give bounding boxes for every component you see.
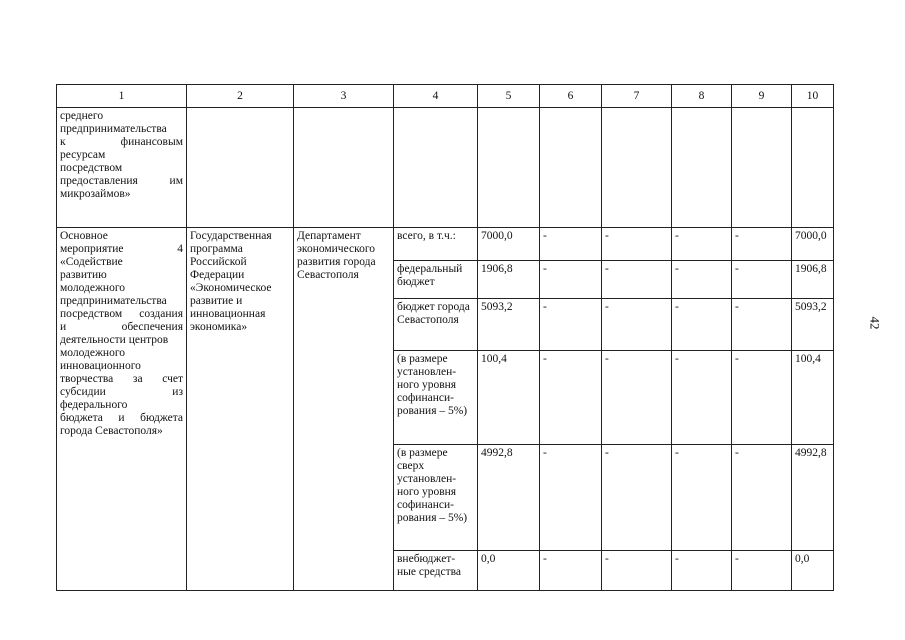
value-cell: 5093,2	[792, 299, 834, 351]
header-cell: 6	[540, 85, 602, 108]
header-cell: 8	[672, 85, 732, 108]
budget-table	[56, 84, 834, 591]
value-cell: 100,4	[478, 351, 540, 445]
text-line: «Содействие	[60, 256, 123, 268]
value-cell: -	[540, 228, 602, 261]
value-cell: -	[602, 228, 672, 261]
text-line: инновационного	[60, 360, 141, 372]
value-cell: -	[732, 299, 792, 351]
source-cell: федеральный бюджет	[394, 261, 478, 299]
continuation-text	[57, 108, 187, 228]
value-cell: -	[540, 351, 602, 445]
text-line: к финансовым	[60, 136, 183, 148]
header-cell: 10	[792, 85, 834, 108]
text-line: Основное	[60, 230, 108, 242]
value-cell: 1906,8	[478, 261, 540, 299]
text-line: молодежного	[60, 347, 126, 359]
table-row	[57, 228, 834, 261]
source-cell: бюджет города Севастополя	[394, 299, 478, 351]
activity-name	[57, 228, 187, 591]
value-cell: -	[672, 261, 732, 299]
value-cell: 4992,8	[792, 445, 834, 551]
header-cell: 7	[602, 85, 672, 108]
text-line: микрозаймов»	[60, 188, 131, 200]
value-cell: -	[602, 445, 672, 551]
value-cell: -	[672, 228, 732, 261]
value-cell: -	[732, 445, 792, 551]
source-cell: (в размере установлен-ного уровня софинанси-рования – 5%)	[394, 351, 478, 445]
header-cell: 2	[187, 85, 294, 108]
text-line: среднего	[60, 110, 104, 122]
value-cell: -	[602, 351, 672, 445]
value-cell: 0,0	[792, 551, 834, 591]
header-cell: 5	[478, 85, 540, 108]
source-cell: внебюджет-ные средства	[394, 551, 478, 591]
value-cell: -	[540, 299, 602, 351]
value-cell: -	[672, 551, 732, 591]
text-line: предпринимательства	[60, 295, 167, 307]
header-cell: 3	[294, 85, 394, 108]
page-number: 42	[867, 316, 883, 330]
text-line: федерального	[60, 399, 128, 411]
value-cell: 7000,0	[792, 228, 834, 261]
source-cell: всего, в т.ч.:	[394, 228, 478, 261]
value-cell: 5093,2	[478, 299, 540, 351]
value-cell: -	[602, 299, 672, 351]
value-cell: -	[732, 261, 792, 299]
text-line: и обеспечения	[60, 321, 183, 333]
header-row	[57, 85, 834, 108]
source-cell: (в размере сверх установлен-ного уровня софинанси-рования – 5%)	[394, 445, 478, 551]
value-cell: -	[672, 351, 732, 445]
value-cell: -	[672, 445, 732, 551]
value-cell: -	[540, 261, 602, 299]
program-cell: Государственная программа Российской Федерации «Экономическое развитие и инновационная экономика»	[187, 228, 294, 591]
text-line: города Севастополя»	[60, 425, 163, 437]
header-cell: 1	[57, 85, 187, 108]
header-cell: 4	[394, 85, 478, 108]
value-cell: -	[732, 228, 792, 261]
text-line: предпринимательства	[60, 123, 167, 135]
text-line: субсидии из	[60, 386, 183, 398]
value-cell: -	[540, 445, 602, 551]
continuation-row	[57, 108, 834, 228]
value-cell: -	[602, 551, 672, 591]
text-line: ресурсам	[60, 149, 106, 161]
value-cell: 100,4	[792, 351, 834, 445]
text-line: бюджета и бюджета	[60, 412, 183, 424]
text-line: мероприятие 4	[60, 243, 183, 255]
text-line: развитию	[60, 269, 107, 281]
value-cell: -	[672, 299, 732, 351]
value-cell: 7000,0	[478, 228, 540, 261]
text-line: деятельности центров	[60, 334, 169, 346]
value-cell: 0,0	[478, 551, 540, 591]
value-cell: 4992,8	[478, 445, 540, 551]
value-cell: -	[732, 551, 792, 591]
text-line: посредством	[60, 162, 123, 174]
value-cell: -	[602, 261, 672, 299]
text-line: молодежного	[60, 282, 126, 294]
text-line: предоставления им	[60, 175, 183, 187]
header-cell: 9	[732, 85, 792, 108]
value-cell: -	[540, 551, 602, 591]
value-cell: 1906,8	[792, 261, 834, 299]
executor-cell: Департамент экономического развития города Севастополя	[294, 228, 394, 591]
value-cell: -	[732, 351, 792, 445]
text-line: посредством создания	[60, 308, 183, 320]
text-line: творчества за счет	[60, 373, 183, 385]
